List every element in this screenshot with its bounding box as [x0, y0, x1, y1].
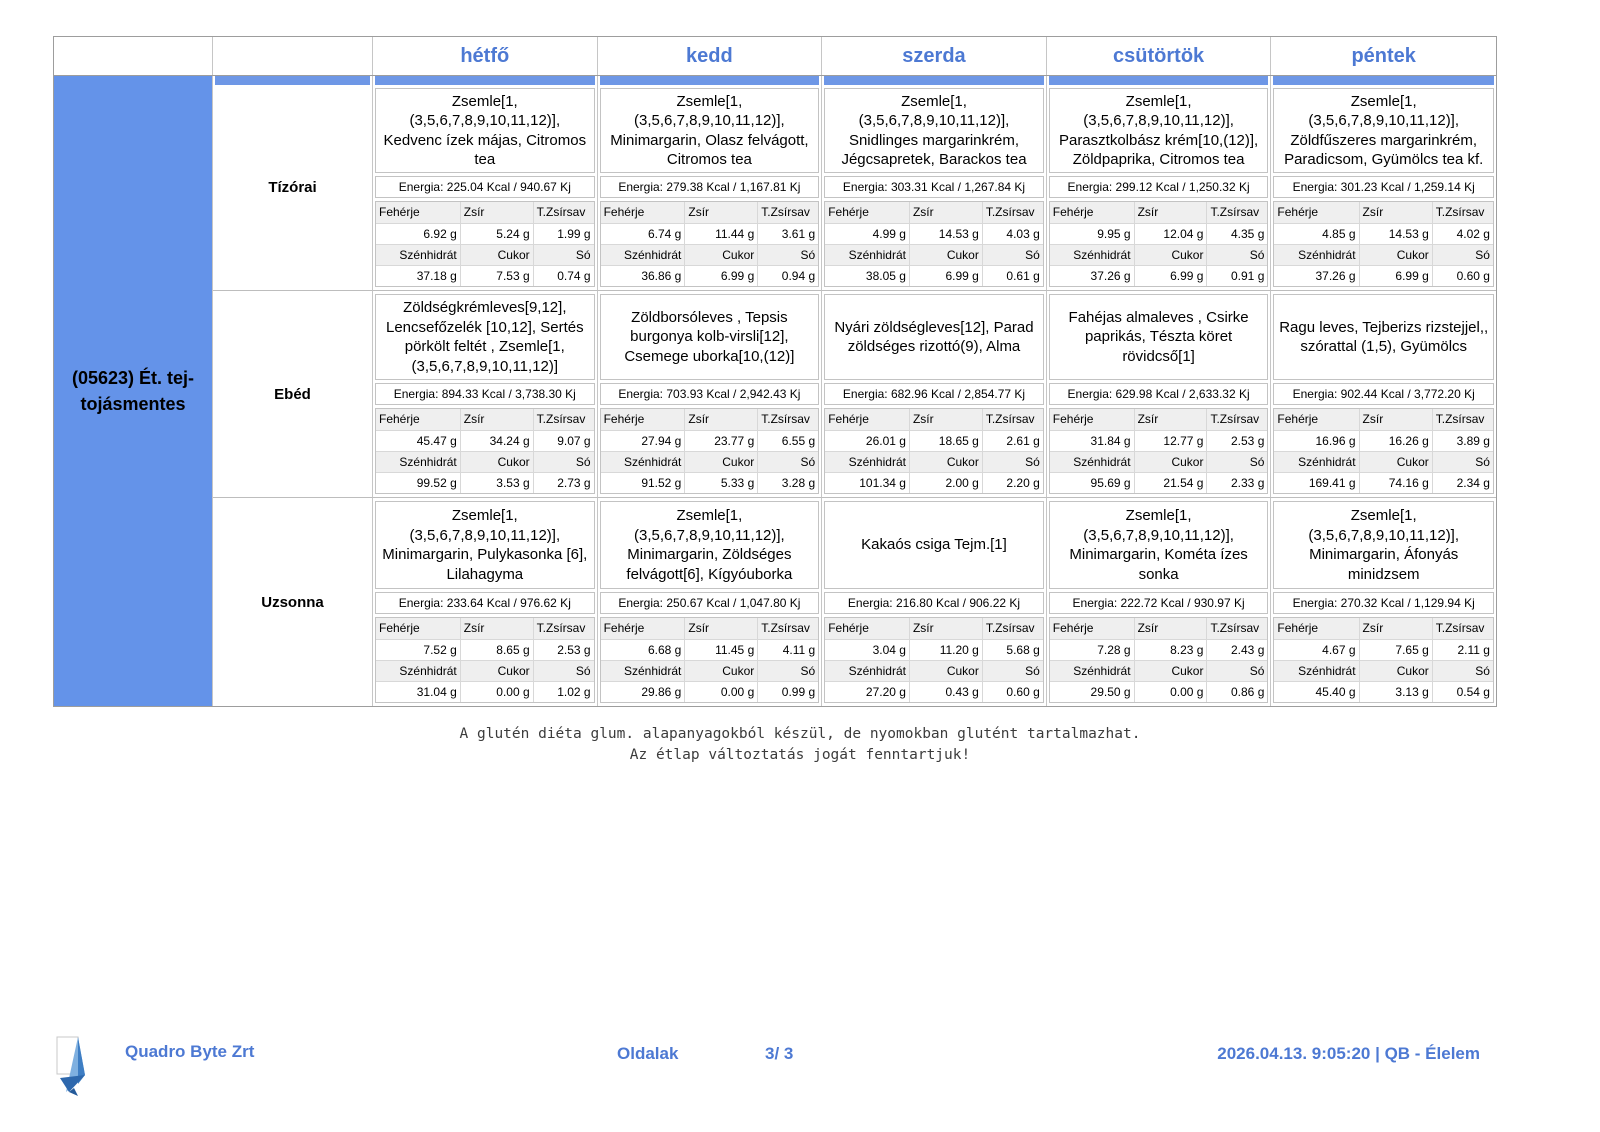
nutrient-header: Fehérje — [1274, 618, 1358, 639]
nutrient-header: Zsír — [1134, 409, 1207, 430]
menu-cell-uzsonna-kedd — [598, 497, 823, 706]
accent-strip — [1047, 76, 1272, 85]
nutrient-header: T.Zsírsav — [1206, 202, 1267, 223]
menu-items: Zsemle[1, (3,5,6,7,8,9,10,11,12)], Minimargarin, Pulykasonka [6], Lilahagyma — [375, 501, 595, 589]
energy-total: Energia: 225.04 Kcal / 940.67 Kj — [375, 176, 595, 198]
menu-cell-ebed-csutortok — [1047, 290, 1272, 497]
nutrient-value: 11.45 g — [684, 639, 757, 660]
energy-total: Energia: 222.72 Kcal / 930.97 Kj — [1049, 592, 1269, 614]
menu-body — [54, 76, 1496, 706]
nutrient-header: Zsír — [684, 202, 757, 223]
nutrient-header: T.Zsírsav — [1206, 409, 1267, 430]
menu-cell-ebed-pentek — [1271, 290, 1496, 497]
menu-cell-uzsonna-pentek — [1271, 497, 1496, 706]
corner-cell-category — [54, 37, 213, 75]
nutrient-value: 0.60 g — [1432, 265, 1493, 286]
nutrient-value: 27.94 g — [601, 430, 685, 451]
nutrient-value: 0.43 g — [909, 681, 982, 702]
nutrient-header: Szénhidrát — [601, 451, 685, 472]
nutrient-header: Szénhidrát — [376, 660, 460, 681]
nutrient-header: Só — [1432, 244, 1493, 265]
nutrient-value: 6.99 g — [1359, 265, 1432, 286]
menu-items: Zsemle[1, (3,5,6,7,8,9,10,11,12)], Parasztkolbász krém[10,(12)], Zöldpaprika, Citromos tea — [1049, 88, 1269, 173]
nutrient-value: 91.52 g — [601, 472, 685, 493]
gluten-notes — [0, 724, 1600, 766]
menu-items: Fahéjas almaleves , Csirke paprikás, Tészta köret rövidcső[1] — [1049, 294, 1269, 380]
nutrient-header: Só — [533, 451, 594, 472]
menu-items: Zsemle[1, (3,5,6,7,8,9,10,11,12)], Minimargarin, Kométa ízes sonka — [1049, 501, 1269, 589]
menu-cell-ebed-szerda — [822, 290, 1047, 497]
nutrient-value: 3.53 g — [460, 472, 533, 493]
nutrient-value: 12.04 g — [1134, 223, 1207, 244]
energy-total: Energia: 270.32 Kcal / 1,129.94 Kj — [1273, 592, 1494, 614]
nutrient-header: Szénhidrát — [825, 660, 909, 681]
energy-total: Energia: 303.31 Kcal / 1,267.84 Kj — [824, 176, 1044, 198]
nutrient-header: Fehérje — [825, 409, 909, 430]
nutrient-value: 0.60 g — [982, 681, 1043, 702]
nutrient-value: 2.33 g — [1206, 472, 1267, 493]
nutrient-header: Cukor — [1359, 244, 1432, 265]
nutrient-value: 2.43 g — [1206, 639, 1267, 660]
nutrient-value: 0.00 g — [684, 681, 757, 702]
nutrient-header: Cukor — [909, 244, 982, 265]
nutrient-table — [1273, 617, 1494, 703]
nutrient-value: 6.68 g — [601, 639, 685, 660]
menu-items: Ragu leves, Tejberizs rizstejjel,, szórattal (1,5), Gyümölcs — [1273, 294, 1494, 380]
day-label: szerda — [902, 44, 966, 67]
nutrient-header: Só — [1206, 244, 1267, 265]
nutrient-table — [824, 201, 1044, 287]
accent-strip — [598, 76, 823, 85]
day-header-friday — [1271, 37, 1496, 75]
nutrient-value: 38.05 g — [825, 265, 909, 286]
nutrient-header: Só — [982, 244, 1043, 265]
nutrient-value: 31.04 g — [376, 681, 460, 702]
menu-cell-ebed-kedd — [598, 290, 823, 497]
nutrient-header: Cukor — [684, 660, 757, 681]
menu-cell-tizorai-kedd — [598, 85, 823, 290]
note-line: Az étlap változtatás jogát fenntartjuk! — [629, 747, 971, 763]
nutrient-header: Cukor — [460, 660, 533, 681]
nutrient-header: Szénhidrát — [1050, 660, 1134, 681]
nutrient-header: Szénhidrát — [1274, 660, 1358, 681]
nutrient-value: 29.50 g — [1050, 681, 1134, 702]
nutrient-value: 3.04 g — [825, 639, 909, 660]
nutrient-header: T.Zsírsav — [757, 618, 818, 639]
energy-total: Energia: 703.93 Kcal / 2,942.43 Kj — [600, 383, 820, 405]
nutrient-value: 6.74 g — [601, 223, 685, 244]
nutrient-value: 2.00 g — [909, 472, 982, 493]
nutrient-header: Fehérje — [376, 618, 460, 639]
nutrient-value: 16.26 g — [1359, 430, 1432, 451]
day-label: péntek — [1351, 44, 1416, 67]
nutrient-header: Szénhidrát — [825, 244, 909, 265]
nutrient-value: 6.99 g — [1134, 265, 1207, 286]
meal-row-label-ebed: Ebéd — [213, 290, 373, 497]
menu-items: Zsemle[1, (3,5,6,7,8,9,10,11,12)], Zöldfűszeres margarinkrém, Paradicsom, Gyümölcs tea kf. — [1273, 88, 1494, 173]
meal-row-label-uzsonna: Uzsonna — [213, 497, 373, 706]
nutrient-table — [1049, 201, 1269, 287]
nutrient-value: 1.99 g — [533, 223, 594, 244]
nutrient-header: T.Zsírsav — [757, 409, 818, 430]
nutrient-header: Cukor — [684, 244, 757, 265]
nutrient-value: 4.02 g — [1432, 223, 1493, 244]
nutrient-header: Fehérje — [601, 618, 685, 639]
nutrient-value: 0.00 g — [460, 681, 533, 702]
nutrient-header: Cukor — [460, 451, 533, 472]
nutrient-value: 4.85 g — [1274, 223, 1358, 244]
nutrient-value: 2.53 g — [1206, 430, 1267, 451]
note-line: A glutén diéta glum. alapanyagokból készül, de nyomokban glutént tartalmazhat. — [459, 726, 1141, 742]
nutrient-header: Fehérje — [376, 202, 460, 223]
nutrient-value: 95.69 g — [1050, 472, 1134, 493]
nutrient-header: Só — [757, 660, 818, 681]
weekly-menu-table — [53, 36, 1497, 707]
nutrient-header: Fehérje — [825, 618, 909, 639]
menu-cell-uzsonna-hetfo — [373, 497, 598, 706]
nutrient-header: Szénhidrát — [376, 244, 460, 265]
day-header-wednesday — [822, 37, 1047, 75]
nutrient-value: 6.55 g — [757, 430, 818, 451]
nutrient-value: 26.01 g — [825, 430, 909, 451]
company-name: Quadro Byte Zrt — [125, 1042, 255, 1061]
nutrient-header: Fehérje — [1050, 202, 1134, 223]
nutrient-header: Zsír — [460, 618, 533, 639]
nutrient-value: 6.92 g — [376, 223, 460, 244]
nutrient-value: 3.89 g — [1432, 430, 1493, 451]
nutrient-value: 29.86 g — [601, 681, 685, 702]
nutrient-table — [824, 617, 1044, 703]
nutrient-table — [375, 408, 595, 494]
nutrient-value: 74.16 g — [1359, 472, 1432, 493]
nutrient-table — [1273, 408, 1494, 494]
nutrient-header: Szénhidrát — [601, 244, 685, 265]
nutrient-header: T.Zsírsav — [533, 409, 594, 430]
energy-total: Energia: 894.33 Kcal / 3,738.30 Kj — [375, 383, 595, 405]
menu-cell-tizorai-hetfo — [373, 85, 598, 290]
nutrient-header: Zsír — [909, 202, 982, 223]
nutrient-header: T.Zsírsav — [533, 202, 594, 223]
nutrient-header: Szénhidrát — [1050, 244, 1134, 265]
nutrient-header: T.Zsírsav — [1206, 618, 1267, 639]
nutrient-header: Fehérje — [1050, 618, 1134, 639]
nutrient-header: Szénhidrát — [376, 451, 460, 472]
nutrient-table — [600, 201, 820, 287]
nutrient-header: Zsír — [460, 202, 533, 223]
nutrient-value: 169.41 g — [1274, 472, 1358, 493]
accent-strip — [1271, 76, 1496, 85]
nutrient-value: 2.53 g — [533, 639, 594, 660]
nutrient-header: Só — [1206, 451, 1267, 472]
nutrient-header: Só — [982, 451, 1043, 472]
nutrient-header: Zsír — [909, 409, 982, 430]
nutrient-value: 14.53 g — [909, 223, 982, 244]
nutrient-header: Fehérje — [1274, 202, 1358, 223]
nutrient-value: 3.28 g — [757, 472, 818, 493]
nutrient-value: 14.53 g — [1359, 223, 1432, 244]
nutrient-header: Só — [533, 244, 594, 265]
nutrient-value: 8.65 g — [460, 639, 533, 660]
nutrient-header: Zsír — [1359, 409, 1432, 430]
nutrient-header: T.Zsírsav — [982, 618, 1043, 639]
nutrient-value: 7.28 g — [1050, 639, 1134, 660]
nutrient-value: 0.86 g — [1206, 681, 1267, 702]
nutrient-value: 34.24 g — [460, 430, 533, 451]
nutrient-value: 0.54 g — [1432, 681, 1493, 702]
diet-category-cell: (05623) Ét. tej-tojásmentes — [54, 76, 213, 706]
nutrient-value: 2.11 g — [1432, 639, 1493, 660]
nutrient-value: 3.13 g — [1359, 681, 1432, 702]
pages-label: Oldalak — [617, 1044, 679, 1063]
menu-items: Zsemle[1, (3,5,6,7,8,9,10,11,12)], Minimargarin, Olasz felvágott, Citromos tea — [600, 88, 820, 173]
nutrient-value: 4.03 g — [982, 223, 1043, 244]
accent-strip — [213, 76, 373, 85]
nutrient-value: 16.96 g — [1274, 430, 1358, 451]
menu-items: Zsemle[1, (3,5,6,7,8,9,10,11,12)], Minimargarin, Áfonyás minidzsem — [1273, 501, 1494, 589]
nutrient-value: 0.99 g — [757, 681, 818, 702]
pages-value: 3/ 3 — [765, 1044, 794, 1063]
nutrient-value: 27.20 g — [825, 681, 909, 702]
nutrient-value: 0.94 g — [757, 265, 818, 286]
nutrient-value: 1.02 g — [533, 681, 594, 702]
nutrient-header: Szénhidrát — [1274, 244, 1358, 265]
menu-items: Nyári zöldségleves[12], Parad zöldséges rizottó(9), Alma — [824, 294, 1044, 380]
nutrient-header: Só — [1432, 660, 1493, 681]
nutrient-header: Cukor — [909, 660, 982, 681]
nutrient-value: 37.26 g — [1050, 265, 1134, 286]
nutrient-value: 101.34 g — [825, 472, 909, 493]
day-label: hétfő — [460, 44, 510, 67]
nutrient-header: Fehérje — [601, 409, 685, 430]
nutrient-value: 9.95 g — [1050, 223, 1134, 244]
timestamp: 2026.04.13. 9:05:20 | QB - Élelem — [1217, 1044, 1480, 1063]
menu-cell-uzsonna-szerda — [822, 497, 1047, 706]
nutrient-header: Szénhidrát — [1274, 451, 1358, 472]
nutrient-header: T.Zsírsav — [982, 202, 1043, 223]
nutrient-header: Só — [1206, 660, 1267, 681]
nutrient-table — [824, 408, 1044, 494]
nutrient-header: Só — [982, 660, 1043, 681]
nutrient-value: 7.65 g — [1359, 639, 1432, 660]
nutrient-value: 37.18 g — [376, 265, 460, 286]
nutrient-header: T.Zsírsav — [1432, 409, 1493, 430]
nutrient-value: 0.00 g — [1134, 681, 1207, 702]
nutrient-header: Zsír — [1134, 202, 1207, 223]
nutrient-value: 4.11 g — [757, 639, 818, 660]
nutrient-header: Zsír — [1359, 202, 1432, 223]
nutrient-value: 8.23 g — [1134, 639, 1207, 660]
nutrient-table — [1049, 408, 1269, 494]
nutrient-value: 31.84 g — [1050, 430, 1134, 451]
energy-total: Energia: 902.44 Kcal / 3,772.20 Kj — [1273, 383, 1494, 405]
nutrient-header: Cukor — [1359, 451, 1432, 472]
nutrient-value: 99.52 g — [376, 472, 460, 493]
menu-cell-tizorai-csutortok — [1047, 85, 1272, 290]
nutrient-value: 2.73 g — [533, 472, 594, 493]
nutrient-value: 4.35 g — [1206, 223, 1267, 244]
nutrient-header: Cukor — [909, 451, 982, 472]
nutrient-value: 45.40 g — [1274, 681, 1358, 702]
nutrient-header: Só — [1432, 451, 1493, 472]
nutrient-header: Só — [757, 244, 818, 265]
nutrient-header: Cukor — [1134, 660, 1207, 681]
nutrient-header: Zsír — [684, 618, 757, 639]
nutrient-header: Zsír — [460, 409, 533, 430]
nutrient-value: 5.24 g — [460, 223, 533, 244]
nutrient-table — [600, 617, 820, 703]
nutrient-value: 7.53 g — [460, 265, 533, 286]
nutrient-header: Zsír — [684, 409, 757, 430]
corner-cell-meal — [213, 37, 373, 75]
nutrient-header: Szénhidrát — [1050, 451, 1134, 472]
nutrient-value: 18.65 g — [909, 430, 982, 451]
nutrient-value: 5.68 g — [982, 639, 1043, 660]
nutrient-header: Só — [757, 451, 818, 472]
nutrient-table — [1049, 617, 1269, 703]
nutrient-header: Cukor — [1359, 660, 1432, 681]
nutrient-value: 3.61 g — [757, 223, 818, 244]
nutrient-header: Fehérje — [825, 202, 909, 223]
nutrient-header: Fehérje — [601, 202, 685, 223]
nutrient-header: T.Zsírsav — [533, 618, 594, 639]
nutrient-header: T.Zsírsav — [757, 202, 818, 223]
nutrient-header: Fehérje — [376, 409, 460, 430]
nutrient-value: 0.61 g — [982, 265, 1043, 286]
nutrient-value: 37.26 g — [1274, 265, 1358, 286]
day-header-monday — [373, 37, 598, 75]
nutrient-value: 4.67 g — [1274, 639, 1358, 660]
menu-items: Zöldségkrémleves[9,12], Lencsefőzelék [10,12], Sertés pörkölt feltét , Zsemle[1, (3,5,6,7,8,9,10,11,12)] — [375, 294, 595, 380]
nutrient-header: Cukor — [1134, 451, 1207, 472]
nutrient-header: Cukor — [1134, 244, 1207, 265]
energy-total: Energia: 250.67 Kcal / 1,047.80 Kj — [600, 592, 820, 614]
nutrient-value: 36.86 g — [601, 265, 685, 286]
nutrient-table — [600, 408, 820, 494]
nutrient-value: 0.74 g — [533, 265, 594, 286]
day-label: kedd — [686, 44, 733, 67]
day-header-tuesday — [598, 37, 823, 75]
nutrient-header: Só — [533, 660, 594, 681]
menu-items: Zsemle[1, (3,5,6,7,8,9,10,11,12)], Minimargarin, Zöldséges felvágott[6], Kígyóuborka — [600, 501, 820, 589]
day-label: csütörtök — [1113, 44, 1205, 67]
menu-cell-uzsonna-csutortok — [1047, 497, 1272, 706]
nutrient-value: 0.91 g — [1206, 265, 1267, 286]
menu-items: Zöldborsóleves , Tepsis burgonya kolb-virsli[12], Csemege uborka[10,(12)] — [600, 294, 820, 380]
menu-cell-tizorai-pentek — [1271, 85, 1496, 290]
nutrient-value: 2.20 g — [982, 472, 1043, 493]
menu-cell-tizorai-szerda — [822, 85, 1047, 290]
nutrient-table — [375, 617, 595, 703]
nutrient-value: 6.99 g — [684, 265, 757, 286]
nutrient-header: Szénhidrát — [825, 451, 909, 472]
nutrient-table — [1273, 201, 1494, 287]
nutrient-value: 11.20 g — [909, 639, 982, 660]
nutrient-header: Zsír — [909, 618, 982, 639]
day-header-row — [54, 37, 1496, 76]
menu-items: Zsemle[1, (3,5,6,7,8,9,10,11,12)], Snidlinges margarinkrém, Jégcsapretek, Barackos tea — [824, 88, 1044, 173]
nutrient-header: T.Zsírsav — [1432, 618, 1493, 639]
nutrient-header: Cukor — [684, 451, 757, 472]
nutrient-value: 2.34 g — [1432, 472, 1493, 493]
energy-total: Energia: 682.96 Kcal / 2,854.77 Kj — [824, 383, 1044, 405]
energy-total: Energia: 216.80 Kcal / 906.22 Kj — [824, 592, 1044, 614]
energy-total: Energia: 629.98 Kcal / 2,633.32 Kj — [1049, 383, 1269, 405]
nutrient-value: 5.33 g — [684, 472, 757, 493]
accent-strip — [822, 76, 1047, 85]
nutrient-header: Zsír — [1359, 618, 1432, 639]
nutrient-value: 23.77 g — [684, 430, 757, 451]
nutrient-header: Fehérje — [1274, 409, 1358, 430]
nutrient-header: Cukor — [460, 244, 533, 265]
nutrient-value: 11.44 g — [684, 223, 757, 244]
energy-total: Energia: 299.12 Kcal / 1,250.32 Kj — [1049, 176, 1269, 198]
energy-total: Energia: 233.64 Kcal / 976.62 Kj — [375, 592, 595, 614]
nutrient-header: Zsír — [1134, 618, 1207, 639]
nutrient-header: T.Zsírsav — [982, 409, 1043, 430]
nutrient-header: Szénhidrát — [601, 660, 685, 681]
day-header-thursday — [1047, 37, 1272, 75]
nutrient-value: 9.07 g — [533, 430, 594, 451]
quadro-byte-logo — [56, 1030, 92, 1104]
menu-items: Kakaós csiga Tejm.[1] — [824, 501, 1044, 589]
menu-items: Zsemle[1, (3,5,6,7,8,9,10,11,12)], Kedvenc ízek májas, Citromos tea — [375, 88, 595, 173]
nutrient-table — [375, 201, 595, 287]
nutrient-value: 7.52 g — [376, 639, 460, 660]
nutrient-value: 45.47 g — [376, 430, 460, 451]
meal-row-label-tizorai: Tízórai — [213, 85, 373, 290]
nutrient-header: Fehérje — [1050, 409, 1134, 430]
nutrient-value: 4.99 g — [825, 223, 909, 244]
nutrient-value: 2.61 g — [982, 430, 1043, 451]
energy-total: Energia: 301.23 Kcal / 1,259.14 Kj — [1273, 176, 1494, 198]
nutrient-value: 12.77 g — [1134, 430, 1207, 451]
nutrient-value: 21.54 g — [1134, 472, 1207, 493]
menu-cell-ebed-hetfo — [373, 290, 598, 497]
accent-strip — [373, 76, 598, 85]
nutrient-header: T.Zsírsav — [1432, 202, 1493, 223]
nutrient-value: 6.99 g — [909, 265, 982, 286]
energy-total: Energia: 279.38 Kcal / 1,167.81 Kj — [600, 176, 820, 198]
